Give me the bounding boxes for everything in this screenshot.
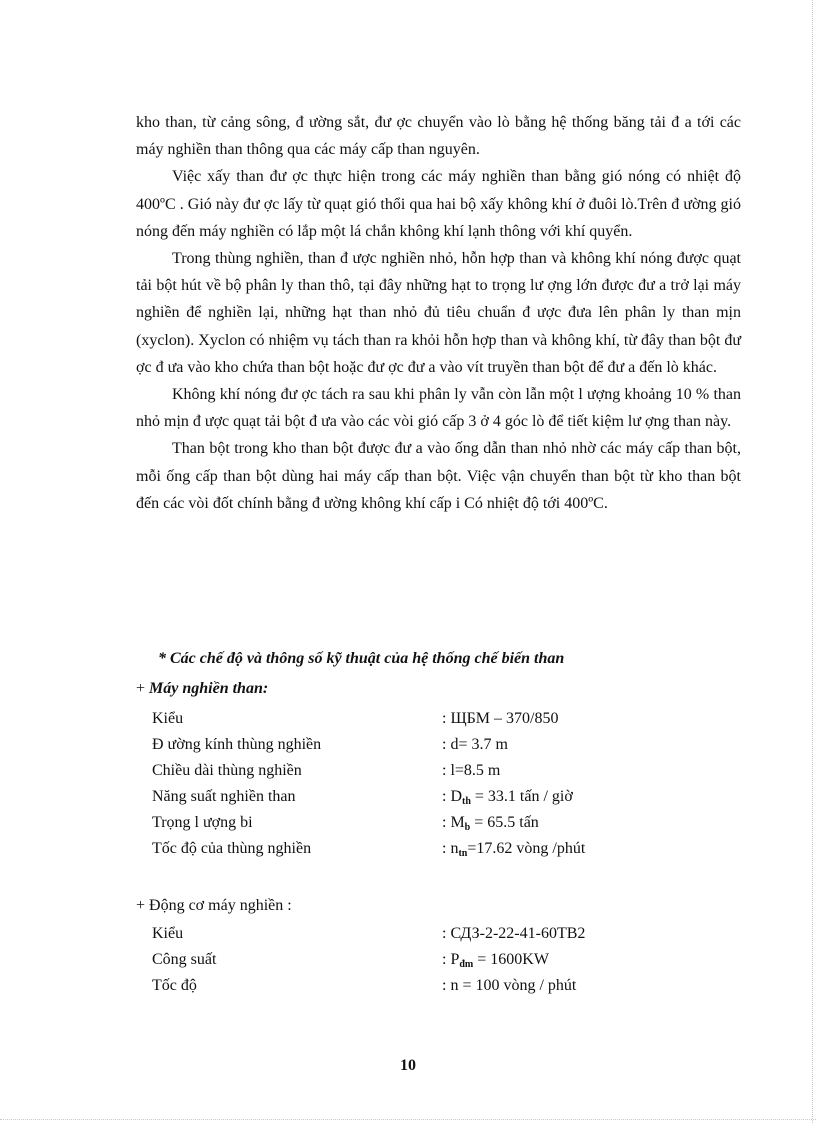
paragraph-1: kho than, từ cảng sông, đ ường sắt, đư ợc chuyển vào lò bằng hệ thống băng tải đ a tới các máy nghiền than thông qua các máy cấp than nguyên. [136,114,741,159]
spec-label: Kiểu [152,710,184,727]
motor-heading: + Động cơ máy nghiền : [136,897,292,914]
spec-label: Đ ường kính thùng nghiền [152,736,322,753]
spec-label: Kiểu [152,925,184,942]
page-border-bottom [0,1119,816,1120]
spec-value: : d= 3.7 m [442,736,508,753]
spec-value-symbol: : P [442,951,460,968]
mill-heading-text: Máy nghiền than: [149,680,269,697]
spec-row-motor-speed [152,977,632,1003]
spec-value-subscript: th [462,796,471,807]
paragraph-3: Trong thùng nghiền, than đ ược nghiền nhỏ, hỗn hợp than và không khí nóng được quạt tải bột hút về bộ phân ly than thô, tại đây những hạt to trọng lư ợng lớn được đư a trở lại máy nghiền để nghiền lại, những hạt than nhỏ đủ tiêu chuẩn đ ược đưa lên phân ly than mịn (xyclon). Xyclon có nhiệm vụ tách than ra khỏi hỗn hợp than và không khí, từ đây than bột đư ợc đ ưa vào kho chứa than bột hoặc đư ợc đư a vào vít truyền than bột để đư a đến lò khác. [136,250,741,376]
spec-row-mill-capacity [152,788,632,814]
page-number: 10 [400,1057,416,1074]
spec-value-amount: =17.62 vòng /phút [467,840,586,857]
spec-value-subscript: tn [458,848,468,859]
mill-heading-plus: + [136,680,150,697]
spec-value: : СДЗ-2-22-41-60ТВ2 [442,925,586,942]
page-border-right [812,0,813,1123]
body-text [136,109,741,517]
spec-value [442,814,539,833]
spec-row-ball-weight [152,814,632,840]
spec-row-motor-power [152,951,632,977]
paragraph-2: Việc xấy than đư ợc thực hiện trong các máy nghiền than bằng gió nóng có nhiệt độ 400ºC . Gió này đư ợc lấy từ quạt gió thổi qua hai bộ xấy không khí ở đuôi lò.Trên đ ường gió nóng đến máy nghiền có lắp một lá chắn không khí lạnh thông với khí quyển. [136,168,741,240]
spec-value: : l=8.5 m [442,762,501,779]
spec-value: : ЩБМ – 370/850 [442,710,559,727]
spec-value-symbol: : M [442,814,465,831]
spec-row-motor-type [152,925,632,951]
spec-label: Tốc độ [152,977,197,994]
section-heading: * Các chế độ và thông số kỹ thuật của hệ thống chế biến than [158,650,565,667]
spec-value-amount: = 65.5 tấn [470,814,539,831]
spec-row-mill-type [152,710,632,736]
spec-value-subscript: b [464,822,471,833]
spec-label: Năng suất nghiền than [152,788,296,805]
spec-row-mill-diameter [152,736,632,762]
paragraph-5: Than bột trong kho than bột được đư a vào ống dẫn than nhỏ nhờ các máy cấp than bột, mỗi ống cấp than bột dùng hai máy cấp than bột. Việc vận chuyển than bột từ kho than bột đến các vòi đốt chính bằng đ ường không khí cấp i Có nhiệt độ tới 400ºC. [136,440,741,512]
spec-label: Tốc độ của thùng nghiền [152,840,312,857]
spec-row-mill-length [152,762,632,788]
spec-row-mill-speed [152,840,632,866]
spec-value [442,788,573,807]
spec-value [442,951,549,970]
spec-value-symbol: : n [442,840,459,857]
spec-value [442,840,585,859]
spec-label: Chiều dài thùng nghiền [152,762,302,779]
spec-value: : n = 100 vòng / phút [442,977,577,994]
spec-value-amount: = 1600KW [473,951,549,968]
spec-label: Công suất [152,951,217,968]
paragraph-4: Không khí nóng đư ợc tách ra sau khi phân ly vẫn còn lẫn một l ượng khoảng 10 % than nhỏ mịn đ ược quạt tải bột đ ưa vào các vòi gió cấp 3 ở 4 góc lò để tiết kiệm lư ợng than này. [136,386,741,431]
mill-heading [136,680,268,698]
spec-label: Trọng l ượng bi [152,814,253,831]
spec-value-subscript: đm [459,959,474,970]
spec-value-symbol: : D [442,788,462,805]
spec-value-amount: = 33.1 tấn / giờ [470,788,573,805]
